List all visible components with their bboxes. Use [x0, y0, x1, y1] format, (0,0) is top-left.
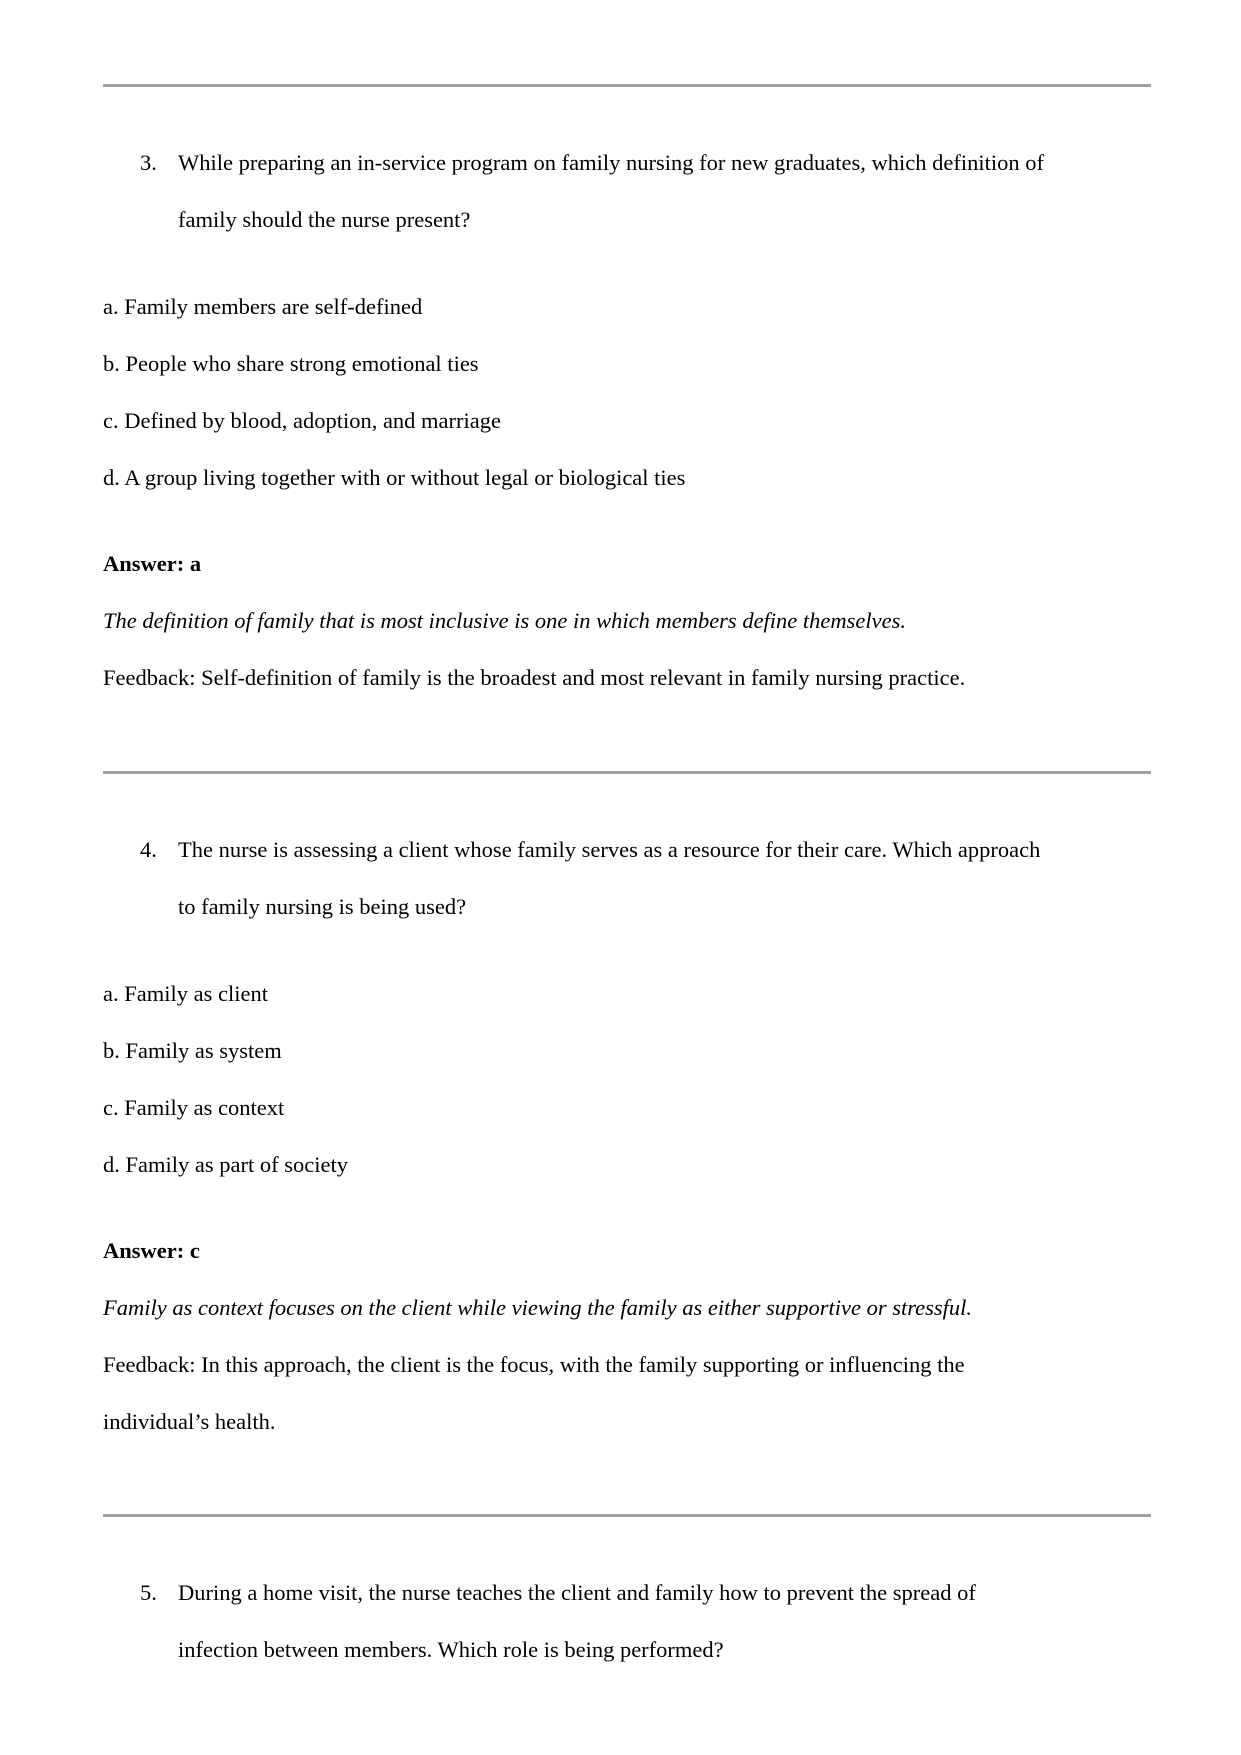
answer-option-c: c. Family as context: [103, 1095, 285, 1120]
question-stem-line: family should the nurse present?: [178, 207, 471, 232]
answer-option-d: d. A group living together with or without legal or biological ties: [103, 465, 686, 490]
section-divider: [103, 1514, 1151, 1517]
section-divider: [103, 771, 1151, 774]
correct-answer: Answer: a: [103, 551, 202, 576]
question-stem-line: to family nursing is being used?: [178, 894, 467, 919]
rationale: The definition of family that is most inclusive is one in which members define themselves.: [103, 608, 907, 633]
feedback-line: Feedback: Self-definition of family is the broadest and most relevant in family nursing practice.: [103, 665, 966, 690]
answer-option-d: d. Family as part of society: [103, 1152, 348, 1177]
answer-option-b: b. Family as system: [103, 1038, 282, 1063]
question-stem-line: The nurse is assessing a client whose family serves as a resource for their care. Which approach: [178, 837, 1041, 862]
answer-option-b: b. People who share strong emotional ties: [103, 351, 479, 376]
rationale: Family as context focuses on the client while viewing the family as either supportive or stressful.: [103, 1295, 973, 1320]
section-divider: [103, 84, 1151, 87]
correct-answer: Answer: c: [103, 1238, 200, 1263]
question-number: 4.: [140, 837, 157, 862]
answer-option-c: c. Defined by blood, adoption, and marriage: [103, 408, 502, 433]
question-number: 5.: [140, 1580, 157, 1605]
feedback-line: individual’s health.: [103, 1409, 276, 1434]
answer-option-a: a. Family members are self-defined: [103, 294, 423, 319]
feedback-line: Feedback: In this approach, the client is the focus, with the family supporting or influencing the: [103, 1352, 965, 1377]
question-stem-line: infection between members. Which role is being performed?: [178, 1637, 724, 1662]
question-stem-line: While preparing an in-service program on family nursing for new graduates, which definition of: [178, 150, 1044, 175]
question-number: 3.: [140, 150, 157, 175]
answer-option-a: a. Family as client: [103, 981, 268, 1006]
question-stem-line: During a home visit, the nurse teaches the client and family how to prevent the spread of: [178, 1580, 976, 1605]
